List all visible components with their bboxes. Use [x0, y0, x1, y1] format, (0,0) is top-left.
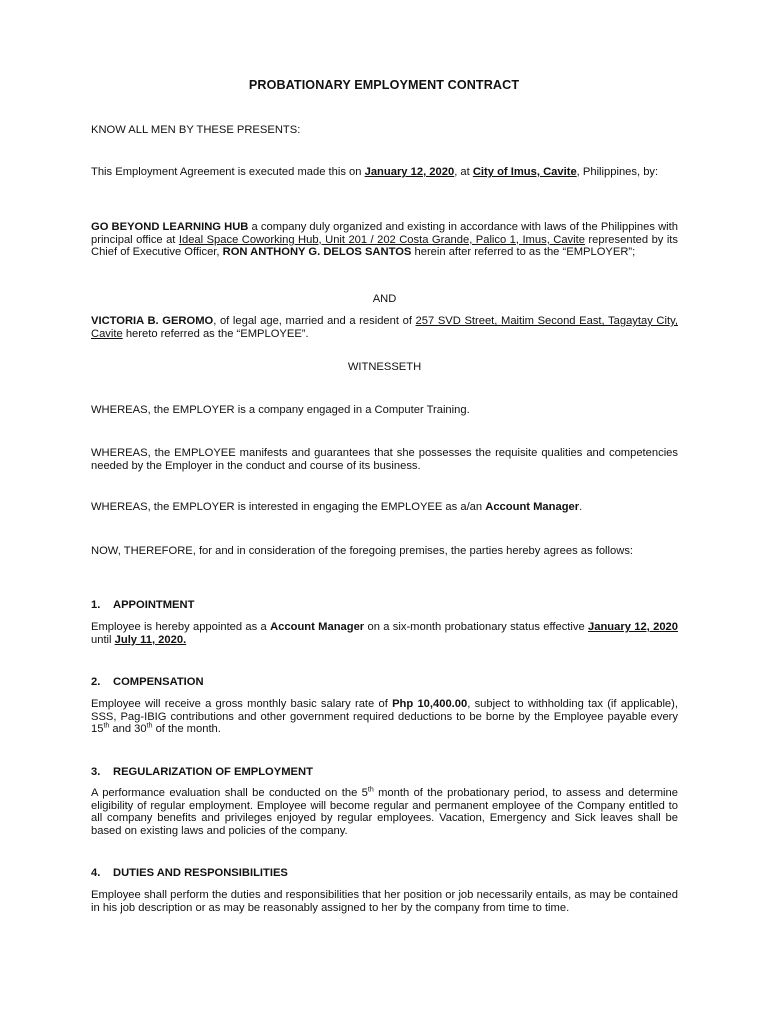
whereas-position: Account Manager [485, 501, 580, 513]
and-separator: AND [372, 293, 397, 305]
employer-paragraph: GO BEYOND LEARNING HUB a company duly organized and existing in accordance with laws of the Philippines with principal office at Ideal Space Coworking Hub, Unit 201 / 202 Costa Grande, Palico 1, Imus, Cavite represented by its Chief of Executive Officer, RON ANTHONY G. DELOS SANTOS herein after referred to as the “EMPLOYER”; [91, 221, 679, 259]
witnesseth-heading: WITNESSETH [347, 361, 422, 373]
employee-paragraph: VICTORIA B. GEROMO, of legal age, married and a resident of 257 SVD Street, Maitim Second East, Tagaytay City, Cavite hereto referred as the “EMPLOYEE”. [91, 315, 678, 340]
execution-place: City of Imus, Cavite [472, 166, 577, 178]
section-1-heading: 1. APPOINTMENT [91, 599, 195, 611]
salary-amount: Php 10,400.00 [392, 698, 468, 710]
employee-address: 257 SVD Street, Maitim Second East, Tagaytay City, Cavite [91, 315, 678, 340]
section-1-body: Employee is hereby appointed as a Account Manager on a six-month probationary status effective January 12, 2020 until July 11, 2020. [91, 621, 678, 646]
document-title: PROBATIONARY EMPLOYMENT CONTRACT [248, 78, 520, 92]
intro-line: KNOW ALL MEN BY THESE PRESENTS: [91, 124, 301, 136]
employer-ceo: RON ANTHONY G. DELOS SANTOS [222, 246, 412, 259]
appointment-start-date: January 12, 2020 [588, 621, 678, 633]
section-2-body: Employee will receive a gross monthly basic salary rate of Php 10,400.00, subject to withholding tax (if applicable), SSS, Pag-IBIG contributions and other government required deductions to be borne by the Employee payable every 15th and 30th of the month. [91, 698, 678, 736]
whereas-1: WHEREAS, the EMPLOYER is a company engaged in a Computer Training. [91, 404, 470, 416]
employer-name: GO BEYOND LEARNING HUB [91, 221, 249, 233]
employee-name: VICTORIA B. GEROMO [91, 315, 214, 327]
employer-address: Ideal Space Coworking Hub, Unit 201 / 202 Costa Grande, Palico 1, Imus, Cavite [178, 233, 585, 246]
execution-paragraph: This Employment Agreement is executed made this on January 12, 2020, at City of Imus, Cavite, Philippines, by: [91, 166, 659, 178]
section-3-body: A performance evaluation shall be conducted on the 5th month of the probationary period, to assess and determine eligibility of regular employment. Employee will become regular and permanent employee of the Company entitled to all company benefits and privileges enjoyed by regular employees. Vacation, Emergency and Sick leaves shall be based on existing laws and policies of the company. [91, 786, 678, 837]
section-3-heading: 3. REGULARIZATION OF EMPLOYMENT [91, 766, 313, 778]
section-4-heading: 4. DUTIES AND RESPONSIBILITIES [91, 867, 288, 879]
appointment-position: Account Manager [270, 621, 365, 633]
appointment-end-date: July 11, 2020. [114, 633, 187, 646]
execution-date: January 12, 2020 [364, 166, 455, 178]
whereas-2: WHEREAS, the EMPLOYEE manifests and guarantees that she possesses the requisite qualities and competencies needed by the Employer in the conduct and course of its business. [91, 447, 678, 472]
now-therefore-paragraph: NOW, THEREFORE, for and in consideration of the foregoing premises, the parties hereby agrees as follows: [91, 545, 634, 557]
section-2-heading: 2. COMPENSATION [91, 676, 204, 688]
section-4-body: Employee shall perform the duties and responsibilities that her position or job necessarily entails, as may be contained in his job description or as may be reasonably assigned to her by the company from time to time. [91, 889, 678, 914]
whereas-3: WHEREAS, the EMPLOYER is interested in engaging the EMPLOYEE as a/an Account Manager. [91, 501, 583, 513]
